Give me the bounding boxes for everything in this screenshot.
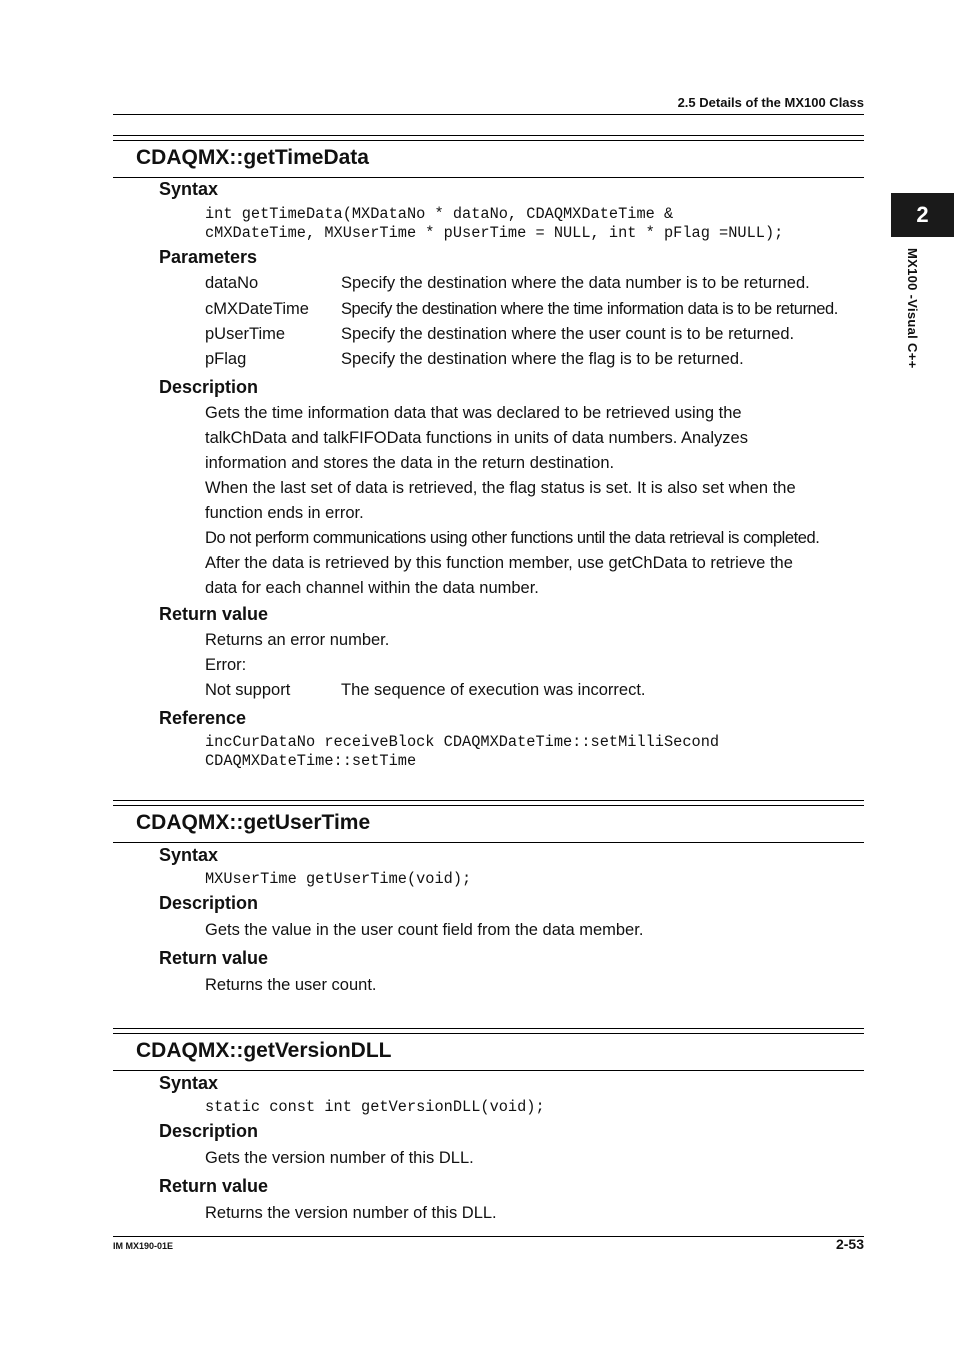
- syntax-code-line: MXUserTime getUserTime(void);: [205, 870, 472, 888]
- return-heading: Return value: [159, 1176, 269, 1196]
- parameters-heading: Parameters: [159, 247, 258, 267]
- param-name: dataNo: [205, 274, 259, 292]
- section-title-underline: [113, 1070, 864, 1071]
- description-line: information and stores the data in the return destination.: [205, 454, 615, 472]
- error-name: Not support: [205, 681, 291, 699]
- param-desc: Specify the destination where the time information data is to be returned.: [341, 300, 838, 318]
- description-line: Gets the value in the user count field from the data member.: [205, 921, 644, 939]
- reference-line: incCurDataNo receiveBlock CDAQMXDateTime::setMilliSecond: [205, 733, 720, 751]
- syntax-code-line: static const int getVersionDLL(void);: [205, 1098, 545, 1116]
- error-desc: The sequence of execution was incorrect.: [341, 681, 646, 699]
- syntax-heading: Syntax: [159, 845, 219, 865]
- section-rule-top: [113, 800, 864, 801]
- description-text: [205, 401, 865, 601]
- syntax-code-line: cMXDateTime, MXUserTime * pUserTime = NULL, int * pFlag =NULL);: [205, 224, 784, 242]
- section-title: CDAQMX::getUserTime: [136, 811, 371, 834]
- header-rule: [113, 114, 864, 115]
- param-desc: Specify the destination where the user count is to be returned.: [341, 325, 795, 343]
- param-name: pFlag: [205, 350, 247, 368]
- return-line: Error:: [205, 656, 247, 674]
- section-rule-top: [113, 805, 864, 806]
- footer-rule: [113, 1236, 864, 1237]
- param-name: pUserTime: [205, 325, 286, 343]
- syntax-heading: Syntax: [159, 179, 219, 199]
- section-title-underline: [113, 177, 864, 178]
- return-line: Returns an error number.: [205, 631, 390, 649]
- description-line: talkChData and talkFIFOData functions in units of data numbers. Analyzes: [205, 429, 748, 447]
- section-rule-top: [113, 1028, 864, 1029]
- param-desc: Specify the destination where the data number is to be returned.: [341, 274, 810, 292]
- section-title: CDAQMX::getTimeData: [136, 146, 369, 169]
- description-line: data for each channel within the data number.: [205, 579, 539, 597]
- return-text: [205, 628, 865, 678]
- return-line: Returns the version number of this DLL.: [205, 1204, 497, 1222]
- description-heading: Description: [159, 1121, 259, 1141]
- description-line: After the data is retrieved by this function member, use getChData to retrieve the: [205, 554, 793, 572]
- description-line: function ends in error.: [205, 504, 364, 522]
- return-heading: Return value: [159, 604, 269, 624]
- section-rule-top: [113, 1033, 864, 1034]
- description-heading: Description: [159, 377, 259, 397]
- reference-heading: Reference: [159, 708, 247, 728]
- section-rule-top: [113, 140, 864, 141]
- chapter-tab: 2: [891, 193, 954, 237]
- syntax-code-line: int getTimeData(MXDataNo * dataNo, CDAQMXDateTime &: [205, 205, 674, 223]
- footer-page-number: 2-53: [835, 1236, 864, 1252]
- param-name: cMXDateTime: [205, 300, 309, 318]
- return-heading: Return value: [159, 948, 269, 968]
- section-title: CDAQMX::getVersionDLL: [136, 1039, 392, 1062]
- footer-doc-id: IM MX190-01E: [113, 1241, 174, 1251]
- description-line: Gets the time information data that was declared to be retrieved using the: [205, 404, 742, 422]
- running-head: 2.5 Details of the MX100 Class: [677, 95, 864, 110]
- reference-line: CDAQMXDateTime::setTime: [205, 752, 417, 770]
- description-line: Gets the version number of this DLL.: [205, 1149, 474, 1167]
- chapter-side-label: MX100 -Visual C++: [905, 248, 920, 369]
- description-line: When the last set of data is retrieved, the flag status is set. It is also set when the: [205, 479, 796, 497]
- syntax-heading: Syntax: [159, 1073, 219, 1093]
- param-desc: Specify the destination where the flag is to be returned.: [341, 350, 744, 368]
- section-rule-top: [113, 135, 864, 136]
- description-heading: Description: [159, 893, 259, 913]
- description-line: Do not perform communications using other functions until the data retrieval is completed.: [205, 529, 820, 547]
- section-title-underline: [113, 842, 864, 843]
- return-line: Returns the user count.: [205, 976, 377, 994]
